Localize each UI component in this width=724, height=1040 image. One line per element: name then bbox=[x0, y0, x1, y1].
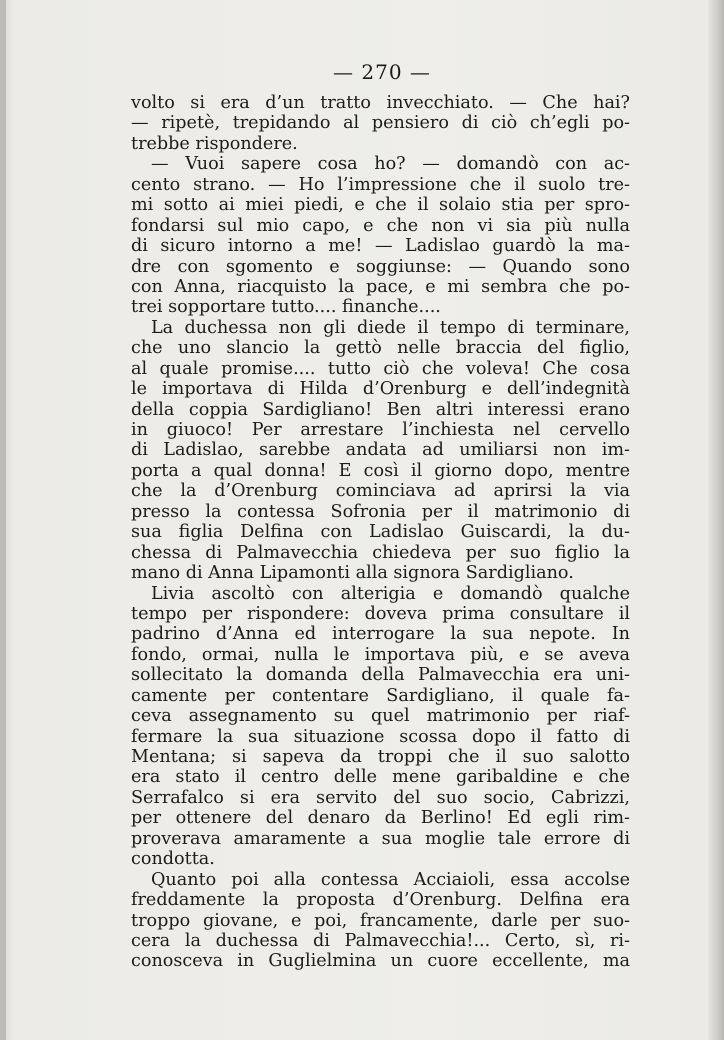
text-line: freddamente la proposta d’Orenburg. Delfina era bbox=[131, 890, 630, 911]
text-line: trebbe rispondere. bbox=[131, 133, 298, 154]
text-line: volto si era d’un tratto invecchiato. — Che hai? bbox=[131, 93, 630, 113]
text-line: troppo giovane, e poi, francamente, darle per suo- bbox=[131, 910, 630, 931]
text-line: trei sopportare tutto.... finanche.... bbox=[131, 297, 441, 318]
text-line: fondarsi sul mio capo, e che non vi sia più nulla bbox=[131, 215, 630, 236]
text-line: di sicuro intorno a me! — Ladislao guardò la ma- bbox=[131, 236, 630, 257]
page-right-edge bbox=[708, 0, 724, 1040]
text-line: presso la contessa Sofronia per il matrimonio di bbox=[131, 501, 630, 522]
text-line: ceva assegnamento su quel matrimonio per riaf- bbox=[131, 706, 630, 727]
text-line: — Vuoi sapere cosa ho? — domandò con ac- bbox=[151, 154, 630, 175]
text-line: Livia ascoltò con alterigia e domandò qualche bbox=[151, 583, 630, 604]
text-line: mano di Anna Lipamonti alla signora Sardigliano. bbox=[131, 563, 574, 584]
text-line: fondo, ormai, nulla le importava più, e se aveva bbox=[131, 644, 630, 665]
text-line: per ottenere del denaro da Berlino! Ed egli rim- bbox=[131, 808, 630, 829]
text-line: — ripetè, trepidando al pensiero di ciò ch’egli po- bbox=[131, 113, 630, 134]
text-line: al quale promise.... tutto ciò che voleva! Che cosa bbox=[131, 358, 630, 379]
text-line: in giuoco! Per arrestare l’inchiesta nel cervello bbox=[131, 420, 630, 440]
text-line: porta a qual donna! E così il giorno dopo, mentre bbox=[131, 460, 630, 481]
text-line: sua figlia Delfina con Ladislao Guiscardi, la du- bbox=[131, 522, 630, 543]
text-line: Mentana; si sapeva da troppi che il suo salotto bbox=[131, 747, 630, 767]
page-number: — 270 — bbox=[333, 60, 431, 84]
text-line: cento strano. — Ho l’impressione che il suolo tre- bbox=[131, 174, 630, 195]
text-line: della coppia Sardigliano! Ben altri interessi erano bbox=[131, 399, 630, 420]
text-line: sollecitato la domanda della Palmavecchia era uni- bbox=[131, 665, 630, 686]
text-line: che uno slancio la gettò nelle braccia del figlio, bbox=[131, 338, 630, 359]
text-line: chessa di Palmavecchia chiedeva per suo figlio la bbox=[131, 542, 630, 563]
text-line: era stato il centro delle mene garibaldine e che bbox=[131, 767, 630, 788]
text-line: le importava di Hilda d’Orenburg e dell’indegnità bbox=[131, 379, 630, 400]
text-line: fermare la sua situazione scossa dopo il fatto di bbox=[131, 726, 630, 747]
text-line: di Ladislao, sarebbe andata ad umiliarsi non im- bbox=[131, 440, 630, 461]
text-line: padrino d’Anna ed interrogare la sua nepote. In bbox=[131, 624, 630, 645]
text-line: con Anna, riacquisto la pace, e mi sembra che po- bbox=[131, 276, 630, 297]
text-line: Quanto poi alla contessa Acciaioli, essa accolse bbox=[151, 869, 630, 890]
text-line: proverava amaramente a sua moglie tale errore di bbox=[131, 828, 630, 849]
text-line: che la d’Orenburg cominciava ad aprirsi la via bbox=[131, 481, 630, 502]
body-text bbox=[131, 93, 630, 972]
text-line: mi sotto ai miei piedi, e che il solaio stia per spro- bbox=[131, 195, 630, 216]
text-line: tempo per rispondere: doveva prima consultare il bbox=[131, 603, 630, 624]
text-line: cera la duchessa di Palmavecchia!... Certo, sì, ri- bbox=[131, 930, 630, 951]
text-line: condotta. bbox=[131, 849, 215, 870]
text-line: La duchessa non gli diede il tempo di terminare, bbox=[151, 317, 630, 338]
text-line: conosceva in Guglielmina un cuore eccellente, ma bbox=[131, 951, 630, 972]
text-line: dre con sgomento e soggiunse: — Quando sono bbox=[131, 256, 630, 277]
text-line: Serrafalco si era servito del suo socio, Cabrizzi, bbox=[131, 787, 630, 808]
text-line: camente per contentare Sardigliano, il quale fa- bbox=[131, 685, 630, 706]
page-left-edge bbox=[0, 0, 6, 1040]
